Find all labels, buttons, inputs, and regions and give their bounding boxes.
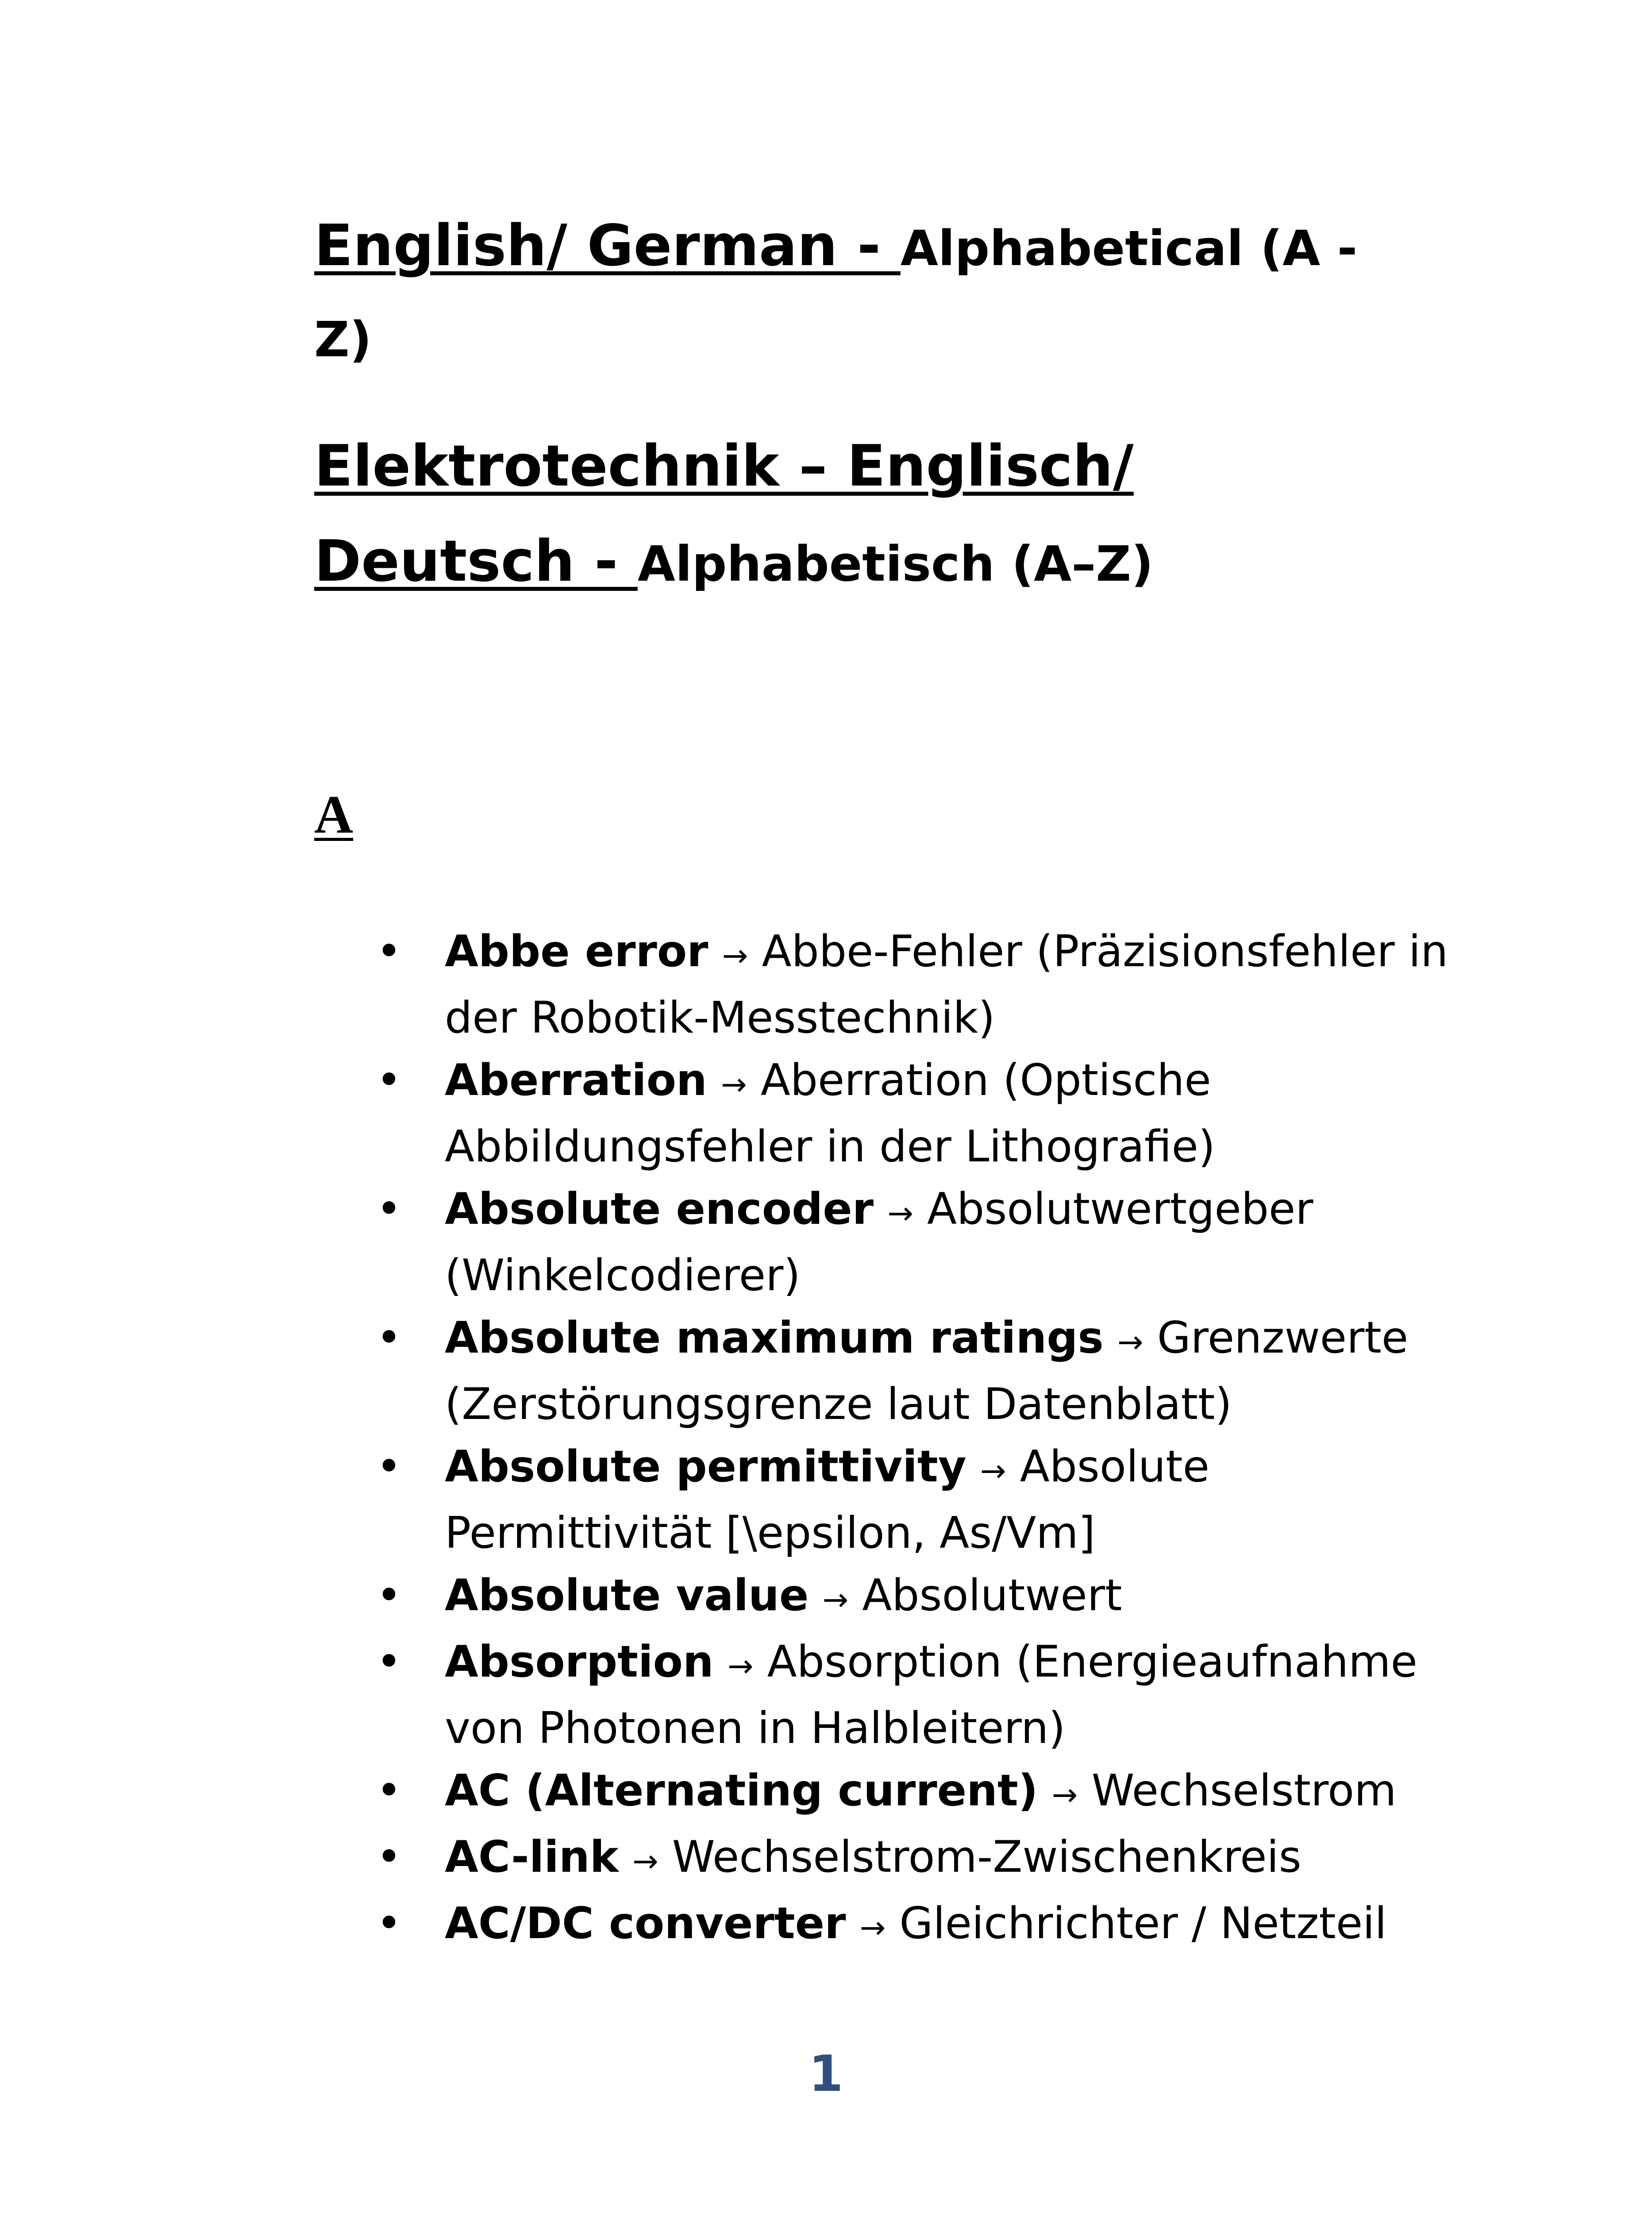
title-main-elektrotechnik: Elektrotechnik – Englisch/ <box>314 433 1134 499</box>
glossary-term: Abbe error <box>445 926 709 977</box>
title-english-german-continued <box>314 311 372 368</box>
glossary-entry <box>0 1893 1476 1959</box>
glossary-term: Absolute encoder <box>445 1184 874 1234</box>
glossary-entry <box>0 1307 1476 1436</box>
glossary-entry <box>0 1178 1476 1307</box>
glossary-entry <box>0 1826 1476 1893</box>
glossary-entry <box>0 921 1476 1049</box>
title-english-german <box>314 213 1358 279</box>
arrow-right-icon: → <box>822 1581 849 1618</box>
bullet-icon: • <box>376 1055 402 1106</box>
section-heading-letter: A <box>314 785 354 844</box>
title-sub-alphabetical: Alphabetical (A - <box>900 220 1358 277</box>
bullet-icon: • <box>376 1832 402 1882</box>
arrow-right-icon: → <box>887 1195 913 1231</box>
glossary-translation: Absolutwert <box>862 1570 1122 1621</box>
glossary-list <box>0 921 1652 1959</box>
glossary-entry <box>0 1436 1476 1565</box>
title-deutsch <box>314 528 1154 594</box>
glossary-entry <box>0 1631 1476 1760</box>
glossary-translation: Gleichrichter / Netzteil <box>899 1898 1387 1949</box>
bullet-icon: • <box>376 1898 402 1949</box>
glossary-term: Aberration <box>445 1055 707 1106</box>
glossary-translation: Wechselstrom-Zwischenkreis <box>672 1832 1302 1882</box>
glossary-term: AC-link <box>445 1832 619 1882</box>
glossary-translation: Wechselstrom <box>1091 1766 1397 1816</box>
glossary-entry <box>0 1760 1476 1826</box>
glossary-translation: Abbe-Fehler (Präzisionsfehler in der Robotik-Messtechnik) <box>445 926 1448 1043</box>
glossary-translation: Absorption (Energieaufnahme von Photonen in Halbleitern) <box>445 1637 1417 1754</box>
arrow-right-icon: → <box>1051 1777 1078 1813</box>
title-sub-alphabetical-end: Z) <box>314 311 372 368</box>
title-elektrotechnik <box>314 433 1134 499</box>
bullet-icon: • <box>376 1570 402 1621</box>
bullet-icon: • <box>376 926 402 977</box>
glossary-translation: Absolute Permittivität [\epsilon, As/Vm] <box>445 1442 1209 1558</box>
glossary-translation: Aberration (Optische Abbildungsfehler in der Lithografie) <box>445 1055 1216 1172</box>
glossary-translation: Absolutwertgeber (Winkelcodierer) <box>445 1184 1313 1301</box>
glossary-term: Absorption <box>445 1637 714 1687</box>
glossary-term: AC (Alternating current) <box>445 1766 1038 1816</box>
page-number: 1 <box>809 2045 843 2103</box>
bullet-icon: • <box>376 1637 402 1687</box>
glossary-term: Absolute value <box>445 1570 809 1621</box>
bullet-icon: • <box>376 1184 402 1234</box>
title-sub-alphabetisch: Alphabetisch (A–Z) <box>637 536 1154 592</box>
arrow-right-icon: → <box>859 1909 886 1946</box>
title-main-deutsch: Deutsch - <box>314 528 638 594</box>
glossary-term: Absolute permittivity <box>445 1442 967 1492</box>
arrow-right-icon: → <box>727 1648 754 1684</box>
glossary-term: AC/DC converter <box>445 1898 846 1949</box>
glossary-term: Absolute maximum ratings <box>445 1313 1104 1363</box>
title-main-english: English/ German - <box>314 213 901 279</box>
arrow-right-icon: → <box>632 1843 658 1879</box>
arrow-right-icon: → <box>722 937 748 974</box>
glossary-entry <box>0 1565 1476 1631</box>
arrow-right-icon: → <box>720 1066 747 1103</box>
bullet-icon: • <box>376 1442 402 1492</box>
arrow-right-icon: → <box>980 1453 1006 1489</box>
arrow-right-icon: → <box>1117 1324 1144 1360</box>
bullet-icon: • <box>376 1313 402 1363</box>
glossary-entry <box>0 1049 1476 1178</box>
glossary-translation: Grenzwerte (Zerstörungsgrenze laut Datenblatt) <box>445 1313 1409 1430</box>
bullet-icon: • <box>376 1766 402 1816</box>
